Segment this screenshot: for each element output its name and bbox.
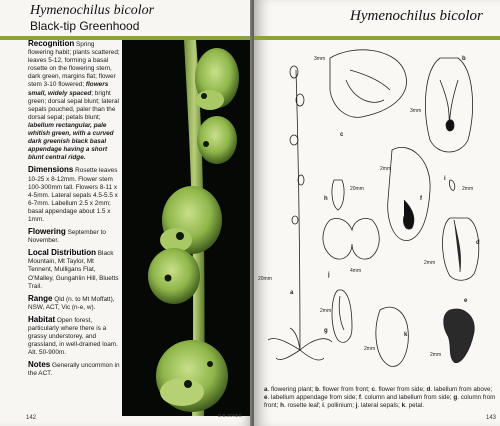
flower-lower	[148, 248, 200, 304]
scale-label: 2mm	[320, 308, 332, 314]
plate-caption	[264, 386, 496, 411]
figure-f-column-labellum	[380, 147, 430, 240]
scale-label: 2mm	[364, 346, 376, 352]
botanical-plate	[254, 40, 500, 382]
scale-label: 2mm	[424, 260, 436, 266]
scale-label: 4mm	[350, 268, 362, 274]
page-number-left: 142	[26, 415, 37, 421]
figure-d-labellum-above	[424, 218, 480, 280]
caption-item: h. rosette leaf;	[280, 402, 323, 410]
section-habitat: Habitat Open forest, particularly where there is a grassy understorey, and grassland, in well-drained loam. Alt. 50-900m.	[28, 314, 118, 357]
scale-label: 20mm	[350, 186, 364, 192]
caption-item: a. flowering plant;	[264, 386, 316, 393]
figure-k-petal	[364, 307, 408, 366]
svg-text:k: k	[404, 332, 408, 338]
section-dimensions: Dimensions Rosette leaves 10-25 x 8-12mm. Flower stem 100-300mm tall. Flowers 8-11 x 4-5mm. Lateral sepals 4.5-5.5 x 6-7mm. Labellum 2.5 x 2mm; basal appendage about 1.5 x 1mm.	[28, 165, 118, 223]
svg-text:b: b	[462, 56, 466, 62]
section-range: Range Qld (n. to Mt Moffatt), NSW, ACT, Vic (n-e, w).	[28, 293, 115, 311]
photo-credit: D.B.JONES	[218, 413, 242, 418]
figure-e-appendage-side	[430, 298, 474, 363]
flower-upper	[197, 116, 237, 164]
scientific-name: Hymenochilus bicolor	[30, 3, 155, 18]
svg-text:f: f	[420, 196, 422, 202]
caption-item: c. flower from side;	[371, 386, 427, 393]
scale-label: 3mm	[410, 108, 422, 114]
flower-bottom	[156, 340, 228, 412]
scale-label: 3mm	[314, 56, 326, 62]
caption-item: k. petal.	[401, 402, 425, 410]
scale-label: 2mm	[462, 186, 474, 192]
svg-text:e: e	[464, 298, 468, 304]
species-description	[28, 40, 120, 383]
species-header	[0, 0, 252, 40]
section-local-distribution: Local Distribution Black Mountain, Mt Taylor, Mt Tennent, Mulligans Flat, O'Malley, Gungahlin Hill, Bluetts Trail.	[28, 248, 119, 290]
scale-label: 2mm	[430, 352, 442, 358]
section-flowering: Flowering September to November.	[28, 227, 106, 245]
plate-header	[254, 0, 500, 40]
orchid-photo	[122, 40, 250, 416]
caption-item: j. lateral sepals;	[355, 402, 402, 410]
caption-item: f. column and labellum from side;	[358, 394, 454, 402]
right-page	[254, 0, 500, 426]
orchid-photo-illustration	[122, 40, 250, 416]
figure-i-pollinium	[444, 176, 473, 192]
figure-b-flower-front	[410, 56, 473, 152]
page-number-right: 143	[486, 415, 497, 421]
figure-c-flower-side	[314, 50, 406, 138]
svg-text:c: c	[340, 132, 344, 138]
figure-j-lateral-sepals	[323, 218, 379, 278]
section-notes: Notes Generally uncommon in the ACT.	[28, 360, 120, 378]
scale-label: 2mm	[380, 166, 392, 172]
svg-text:a: a	[290, 290, 294, 296]
svg-text:j: j	[328, 272, 330, 278]
svg-text:d: d	[476, 240, 480, 246]
figure-g-column-front	[320, 290, 352, 342]
caption-item: i. pollinium;	[322, 402, 356, 410]
plate-scientific-name: Hymenochilus bicolor	[350, 8, 483, 24]
figure-h-rosette-leaf	[324, 180, 364, 210]
svg-text:h: h	[324, 196, 328, 202]
section-recognition: Recognition Spring flowering habit; plants scattered; leaves 5-12, forming a basal rosette on the flowering stem, dark green, margins flat; flower stem 3-10 flowered; flowers small, widely spaced; bright green; dorsal sepal blunt; lateral sepals pouched, paler than the dorsal sepal; petals blunt; labellum rectangular, pale whitish green, with a curved dark greenish black basal appendage having a short blunt central ridge.	[28, 39, 120, 162]
caption-item: e. labellum appendage from side;	[264, 394, 359, 402]
common-name: Black-tip Greenhood	[30, 19, 140, 33]
svg-text:g: g	[324, 328, 328, 334]
caption-item: b. flower from front;	[315, 386, 372, 393]
botanical-drawings	[254, 40, 500, 382]
caption-item: d. labellum from above;	[426, 386, 493, 393]
scale-label: 20mm	[258, 276, 272, 282]
svg-text:i: i	[444, 176, 446, 182]
figure-a-flowering-plant	[258, 66, 332, 360]
caption-item: g. column from front;	[264, 394, 496, 410]
